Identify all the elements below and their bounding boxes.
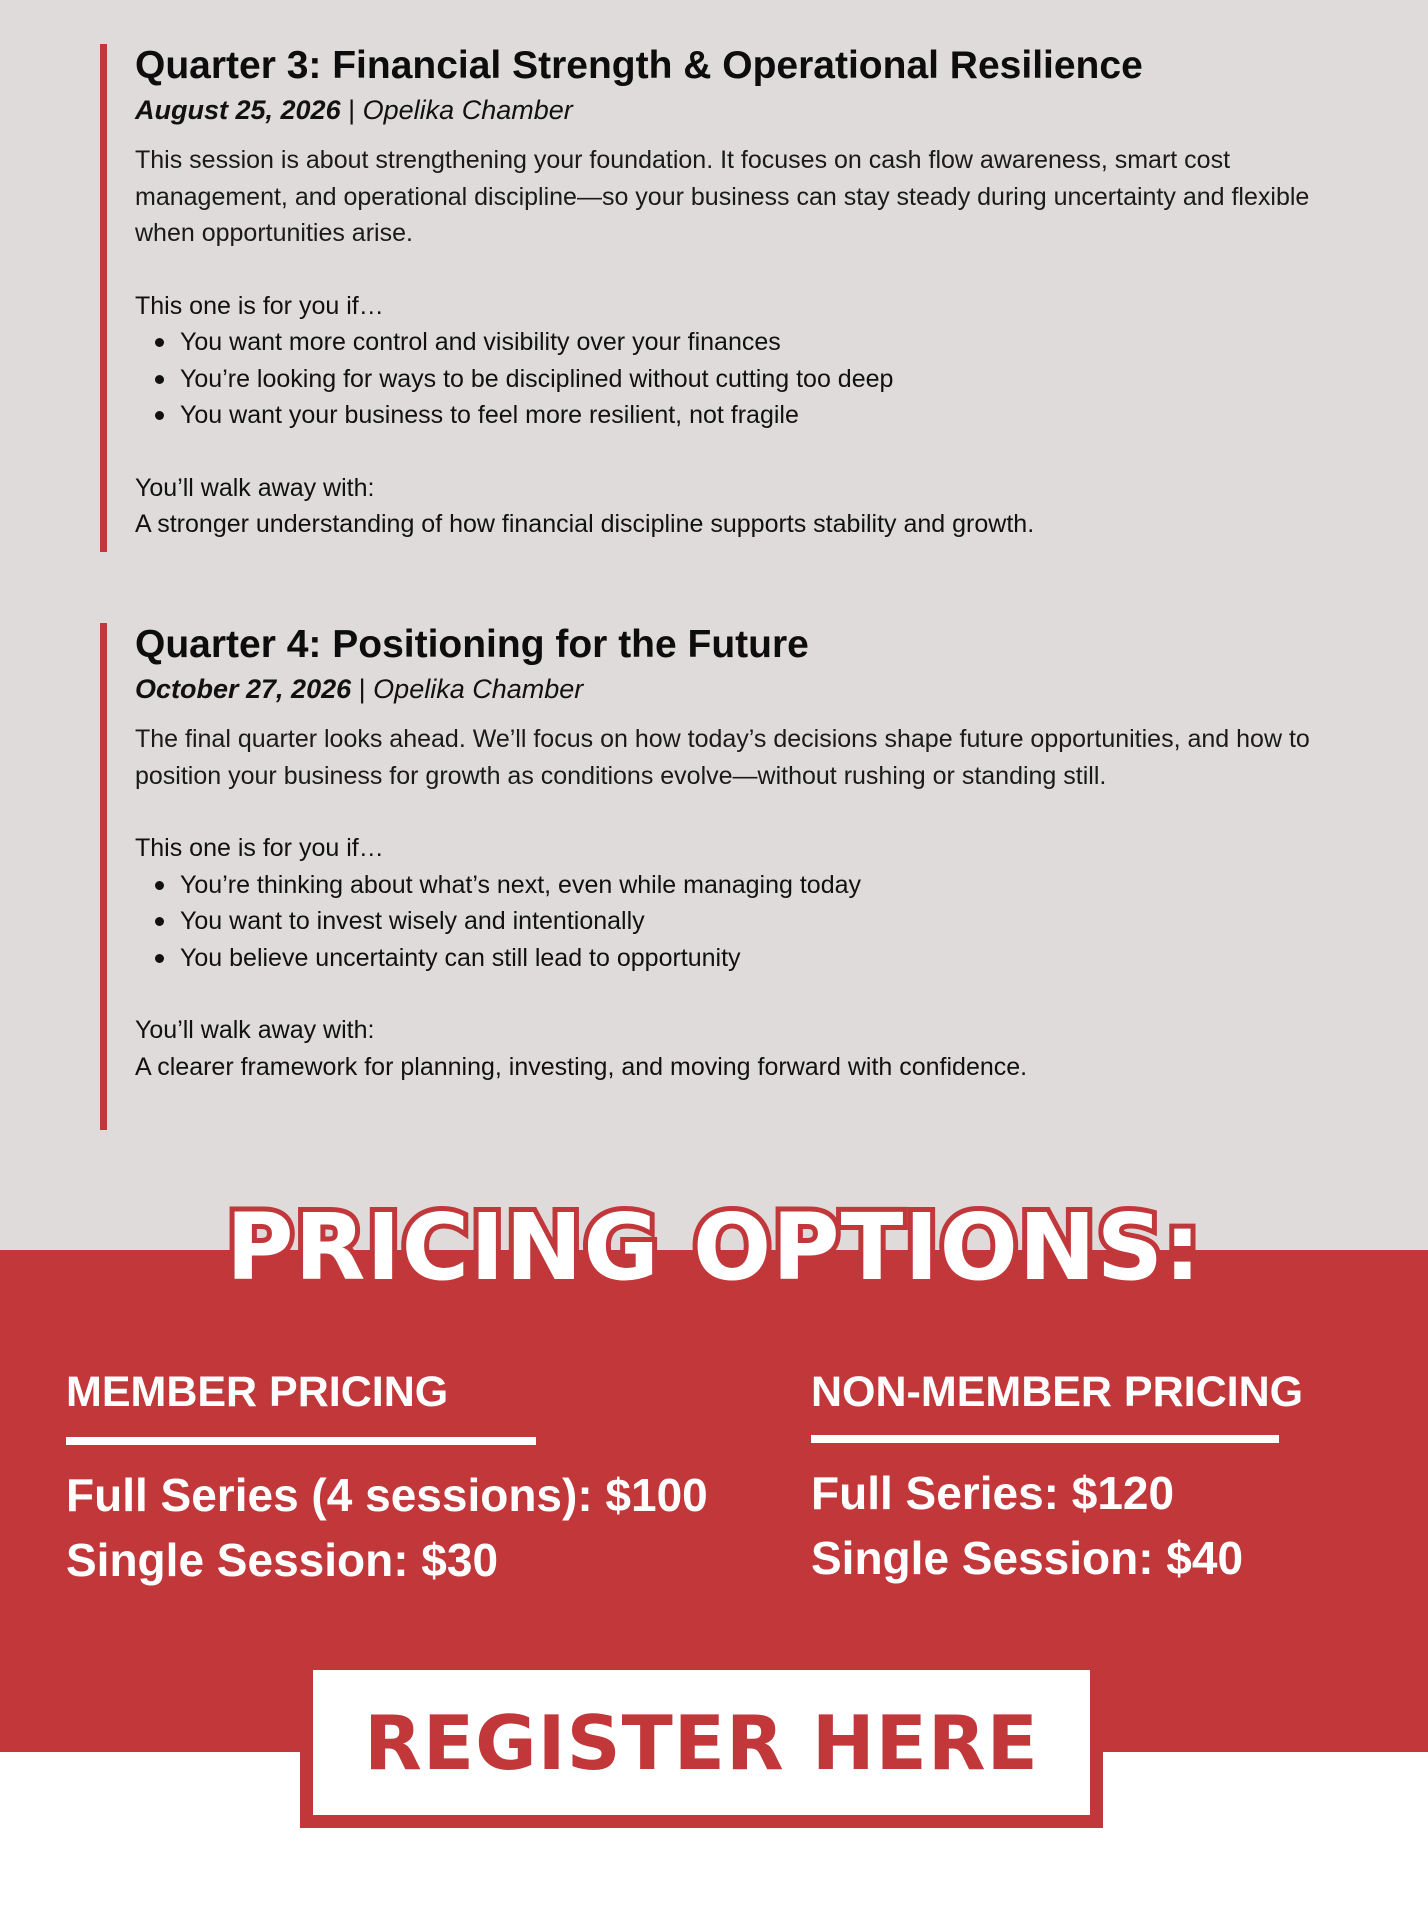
non-member-pricing [811, 1362, 1303, 1591]
heading-underline [66, 1437, 536, 1445]
member-single-session-price: Single Session: $30 [66, 1534, 499, 1586]
meta-separator: | [358, 674, 366, 704]
bullet-icon [155, 954, 164, 963]
quarter-title: Quarter 4: Positioning for the Future [135, 623, 809, 666]
member-pricing [66, 1362, 708, 1593]
takeaway-label: You’ll walk away with: [135, 1016, 375, 1044]
quarter-meta [135, 671, 1340, 707]
register-button[interactable] [300, 1657, 1103, 1828]
audience-intro: This one is for you if… [135, 291, 384, 320]
list-item-text: You’re looking for ways to be disciplined without cutting too deep [180, 364, 894, 393]
session-location: Opelika Chamber [362, 95, 573, 125]
list-item [135, 397, 1340, 434]
register-button-face[interactable] [313, 1670, 1090, 1815]
list-item-text: You want your business to feel more resilient, not fragile [180, 401, 799, 429]
list-item [135, 940, 1340, 977]
meta-separator: | [348, 95, 356, 125]
bullet-icon [155, 375, 164, 384]
pricing-title: PRICING OPTIONS: [226, 1194, 1202, 1301]
heading-underline [811, 1435, 1279, 1443]
member-pricing-heading: MEMBER PRICING [66, 1368, 449, 1416]
list-item [135, 361, 1340, 398]
session-description: This session is about strengthening your foundation. It focuses on cash flow awareness, smart cost management, and operational discipline—so your business can stay steady during uncertainty and flexible when opportunities arise. [135, 146, 1310, 247]
list-item [135, 903, 1340, 940]
audience-list [135, 324, 1340, 434]
non-member-pricing-heading: NON-MEMBER PRICING [811, 1368, 1304, 1416]
list-item [135, 867, 1340, 904]
non-member-full-series-price: Full Series: $120 [811, 1467, 1175, 1519]
session-date: October 27, 2026 [135, 674, 352, 704]
bullet-icon [155, 338, 164, 347]
quarter-meta [135, 92, 1340, 128]
quarter-4-section [100, 623, 1340, 1130]
bullet-icon [155, 917, 164, 926]
list-item-text: You want to invest wisely and intentionally [180, 907, 645, 935]
register-button-label[interactable]: REGISTER HERE [364, 1698, 1039, 1787]
member-full-series-price: Full Series (4 sessions): $100 [66, 1469, 708, 1521]
session-location: Opelika Chamber [373, 674, 584, 704]
non-member-single-session-price: Single Session: $40 [811, 1532, 1244, 1584]
quarter-3-section [100, 44, 1340, 552]
list-item-text: You’re thinking about what’s next, even while managing today [180, 870, 862, 899]
list-item-text: You believe uncertainty can still lead to opportunity [180, 943, 741, 972]
takeaway-text: A clearer framework for planning, investing, and moving forward with confidence. [135, 1052, 1028, 1081]
takeaway-label: You’ll walk away with: [135, 473, 375, 502]
bullet-icon [155, 411, 164, 420]
bullet-icon [155, 881, 164, 890]
quarter-title: Quarter 3: Financial Strength & Operational Resilience [135, 44, 1143, 87]
session-description: The final quarter looks ahead. We’ll focus on how today’s decisions shape future opportunities, and how to position your business for growth as conditions evolve—without rushing or standing still. [135, 725, 1310, 790]
session-date: August 25, 2026 [135, 95, 341, 125]
audience-list [135, 867, 1340, 977]
takeaway-text: A stronger understanding of how financial discipline supports stability and growth. [135, 510, 1035, 538]
audience-intro: This one is for you if… [135, 834, 384, 862]
list-item-text: You want more control and visibility over your finances [180, 328, 781, 356]
list-item [135, 324, 1340, 361]
